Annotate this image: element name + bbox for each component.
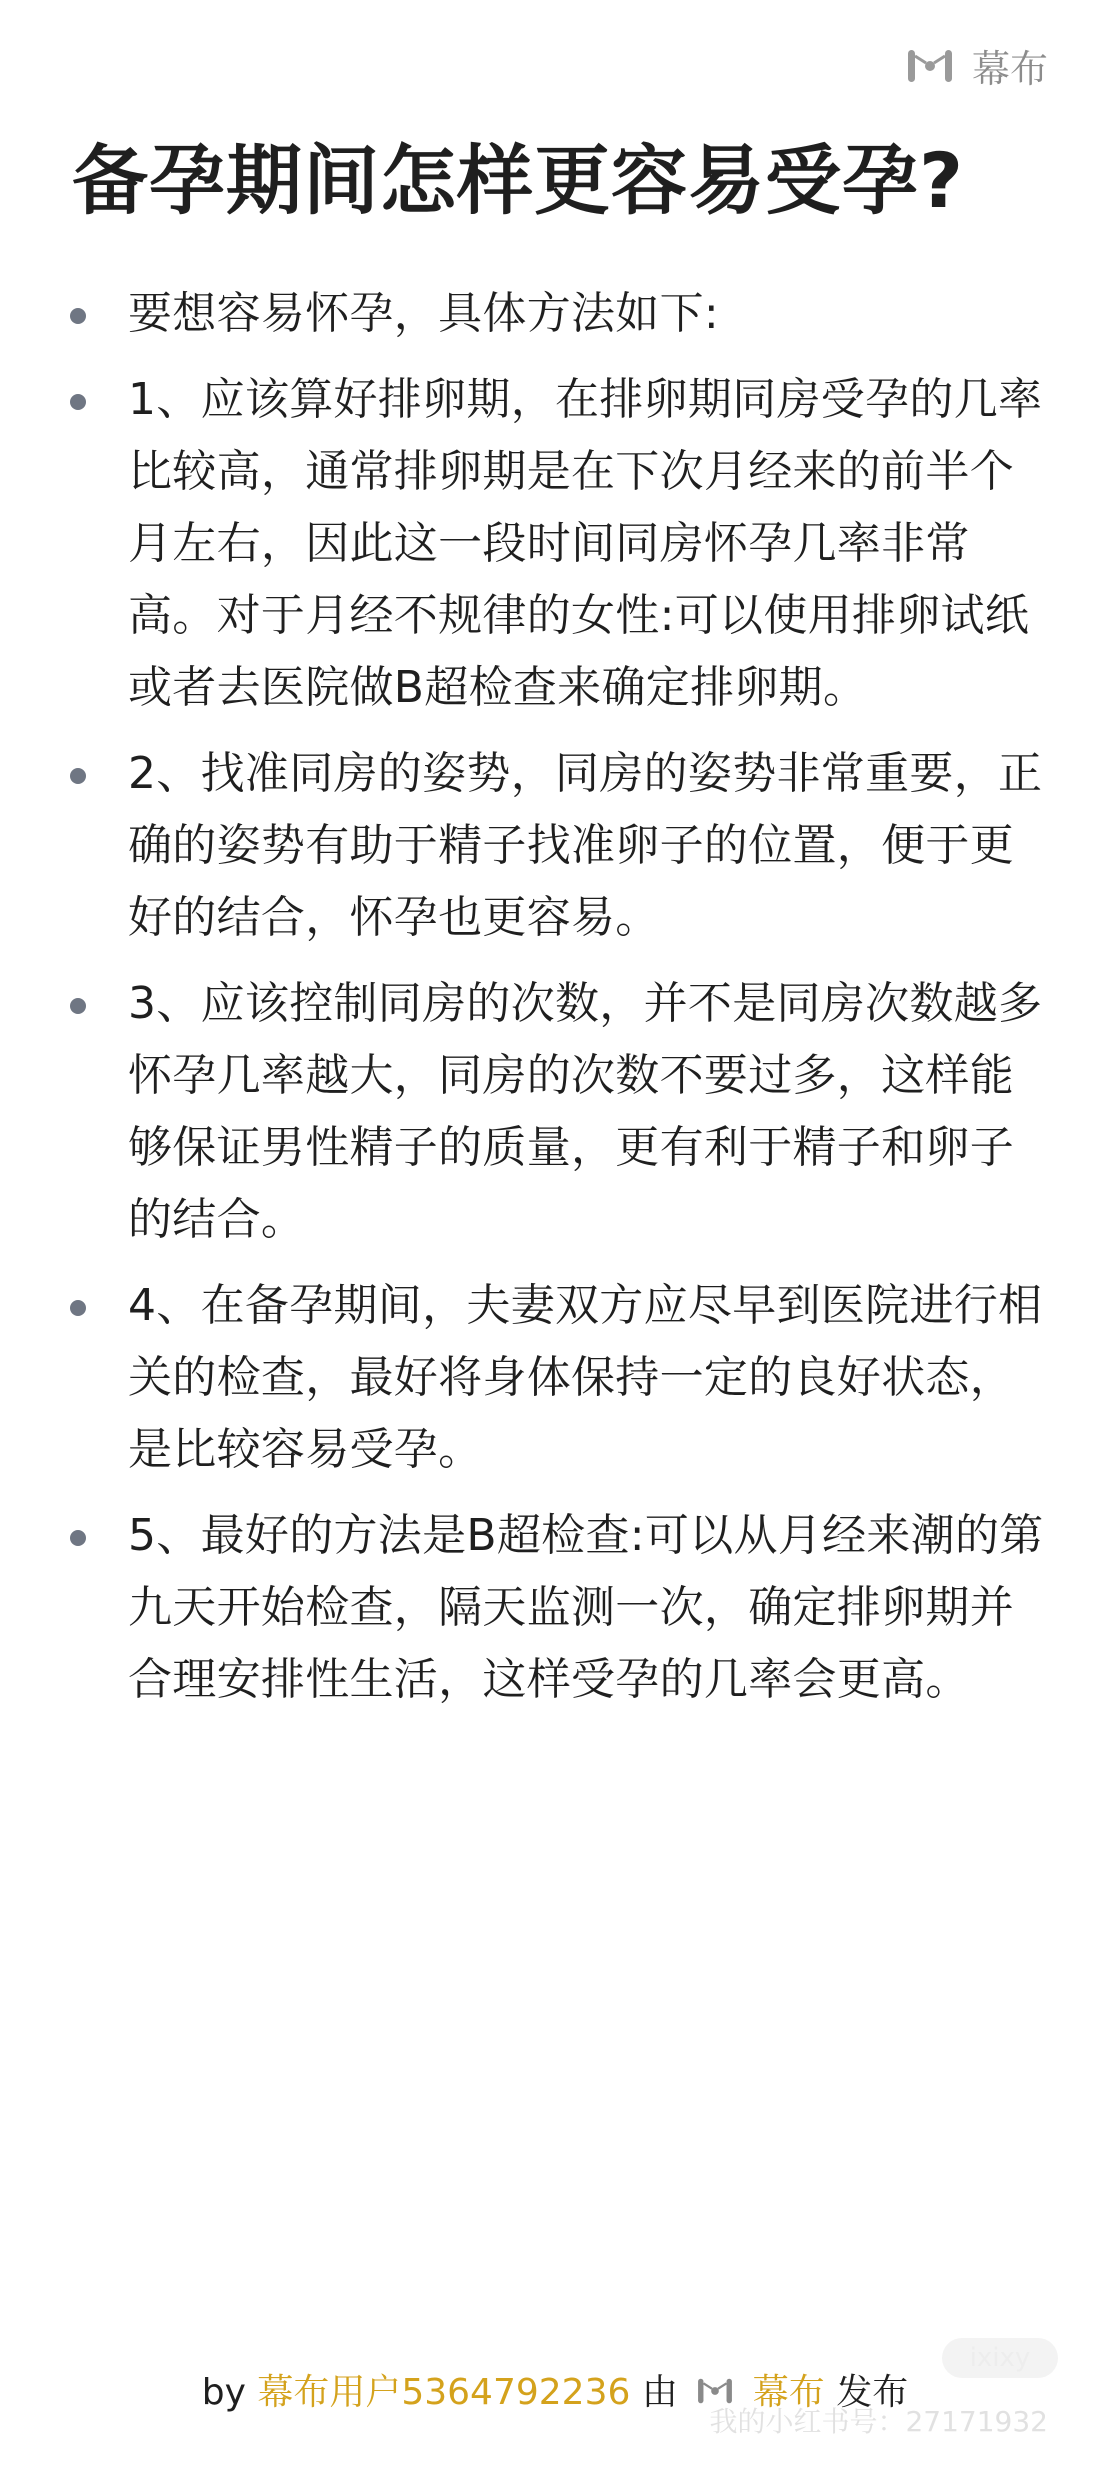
watermark-text: 我的小红书号：27171932 [709,2405,1048,2438]
bullet-dot-icon[interactable] [70,1300,86,1316]
bullet-dot-icon[interactable] [70,768,86,784]
bullet-dot-icon[interactable] [70,998,86,1014]
list-item-text: 2、找准同房的姿势，同房的姿势非常重要，正确的姿势有助于精子找准卵子的位置，便于更好的结合，怀孕也更容易。 [128,748,1043,943]
watermark-badge: ixixy [942,2338,1058,2378]
list-item [62,1500,1052,1716]
page-title: 备孕期间怎样更容易受孕? [72,136,965,225]
list-item-text: 1、应该算好排卵期，在排卵期同房受孕的几率比较高，通常排卵期是在下次月经来的前半个月左右，因此这一段时间同房怀孕几率非常高。对于月经不规律的女性:可以使用排卵试纸或者去医院做B超检查来确定排卵期。 [128,374,1043,713]
author-link[interactable]: 幕布用户5364792236 [257,2372,631,2413]
list-item [62,968,1052,1256]
bullet-dot-icon[interactable] [70,394,86,410]
footer-via: 由 [641,2372,678,2413]
list-item-text: 5、最好的方法是B超检查:可以从月经来潮的第九天开始检查，隔天监测一次，确定排卵期并合理安排性生活，这样受孕的几率会更高。 [128,1510,1044,1705]
footer-by: by [201,2372,246,2413]
mubu-logo-icon [904,44,956,88]
list-item [62,738,1052,954]
list-item [62,1270,1052,1486]
list-item [62,278,1052,350]
platform-link[interactable]: 幕布 [752,2372,825,2413]
bullet-dot-icon[interactable] [70,1530,86,1546]
bullet-dot-icon[interactable] [70,308,86,324]
list-item-text: 3、应该控制同房的次数，并不是同房次数越多怀孕几率越大，同房的次数不要过多，这样能够保证男性精子的质量，更有利于精子和卵子的结合。 [128,978,1043,1245]
outline-list [62,278,1052,1730]
list-item [62,364,1052,724]
list-item-text: 4、在备孕期间，夫妻双方应尽早到医院进行相关的检查，最好将身体保持一定的良好状态，是比较容易受孕。 [128,1280,1043,1475]
footer-published: 发布 [836,2372,909,2413]
brand-header [904,38,1048,93]
list-item-text: 要想容易怀孕，具体方法如下: [128,288,720,339]
brand-name: 幕布 [971,47,1048,91]
